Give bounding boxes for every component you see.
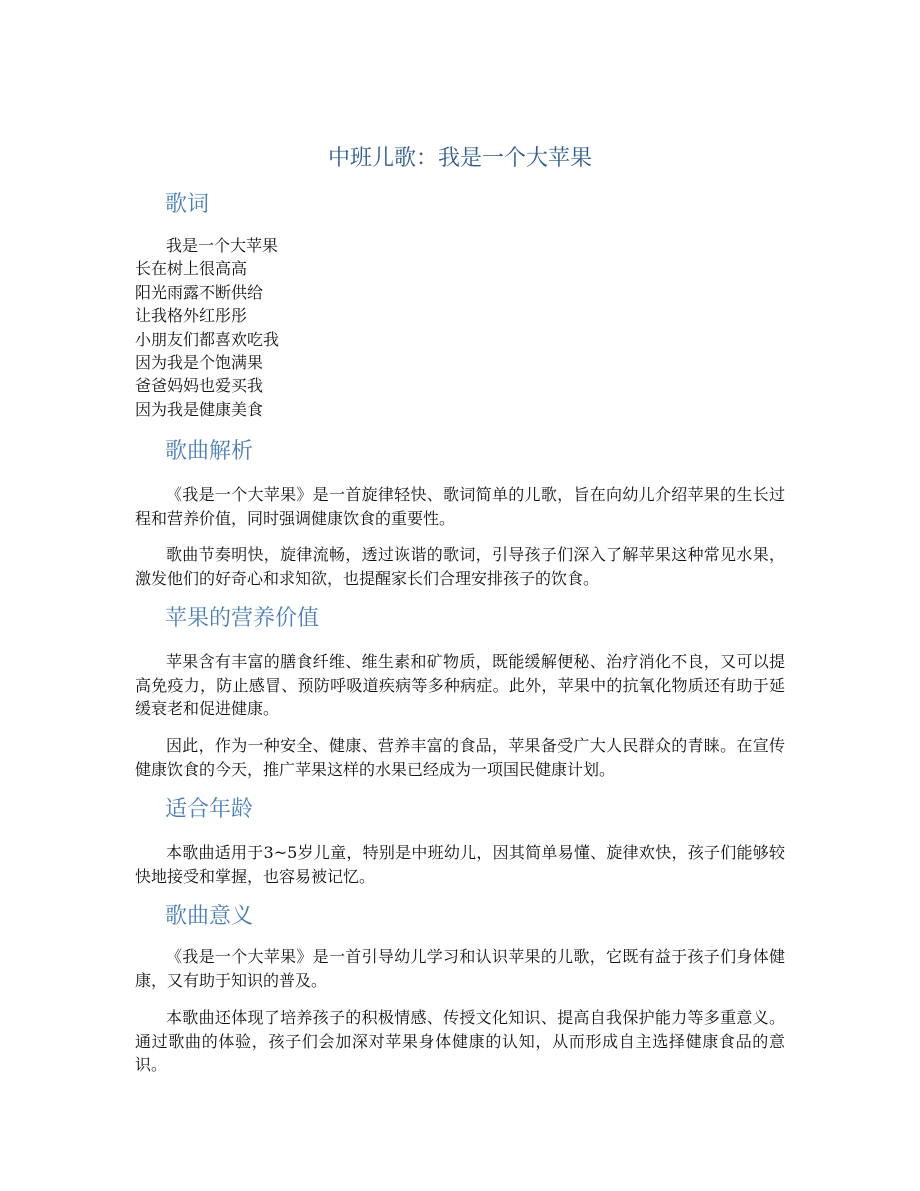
age-paragraph: 本歌曲适用于3~5岁儿童，特别是中班幼儿，因其简单易懂、旋律欢快，孩子们能够较快地接受和掌握，也容易被记忆。 [135, 843, 785, 886]
document-title: 中班儿歌：我是一个大苹果 [327, 146, 592, 171]
nutrition-paragraph: 苹果含有丰富的膳食纤维、维生素和矿物质，既能缓解便秘、治疗消化不良，又可以提高免疫力，防止感冒、预防呼吸道疾病等多种病症。此外，苹果中的抗氧化物质还有助于延缓衰老和促进健康。 [135, 652, 785, 718]
meaning-paragraph: 《我是一个大苹果》是一首引导幼儿学习和认识苹果的儿歌，它既有益于孩子们身体健康，又有助于知识的普及。 [135, 947, 785, 990]
lyrics-heading: 歌词 [165, 192, 210, 217]
analysis-heading: 歌曲解析 [165, 439, 254, 464]
nutrition-heading: 苹果的营养价值 [165, 606, 320, 631]
lyrics-block [135, 234, 785, 421]
lyric-line: 阳光雨露不断供给 [135, 282, 264, 302]
nutrition-paragraph: 因此，作为一种安全、健康、营养丰富的食品，苹果备受广大人民群众的青睐。在宣传健康饮食的今天，推广苹果这样的水果已经成为一项国民健康计划。 [135, 736, 785, 779]
lyric-line: 因为我是健康美食 [135, 399, 264, 419]
analysis-paragraph: 歌曲节奏明快，旋律流畅，透过诙谐的歌词，引导孩子们深入了解苹果这种常见水果，激发他们的好奇心和求知欲，也提醒家长们合理安排孩子的饮食。 [135, 545, 785, 588]
lyric-line: 长在树上很高高 [135, 259, 248, 279]
meaning-paragraph: 本歌曲还体现了培养孩子的积极情感、传授文化知识、提高自我保护能力等多重意义。通过歌曲的体验，孩子们会加深对苹果身体健康的认知，从而形成自主选择健康食品的意识。 [135, 1008, 785, 1074]
lyric-line: 让我格外红彤彤 [135, 306, 248, 326]
lyric-line: 我是一个大苹果 [166, 236, 279, 255]
meaning-heading: 歌曲意义 [165, 904, 254, 929]
age-heading: 适合年龄 [165, 797, 254, 822]
lyric-line: 因为我是个饱满果 [135, 353, 264, 373]
lyric-line: 小朋友们都喜欢吃我 [135, 329, 280, 349]
lyric-line: 爸爸妈妈也爱买我 [135, 376, 264, 396]
analysis-paragraph: 《我是一个大苹果》是一首旋律轻快、歌词简单的儿歌，旨在向幼儿介绍苹果的生长过程和营养价值，同时强调健康饮食的重要性。 [135, 485, 785, 528]
